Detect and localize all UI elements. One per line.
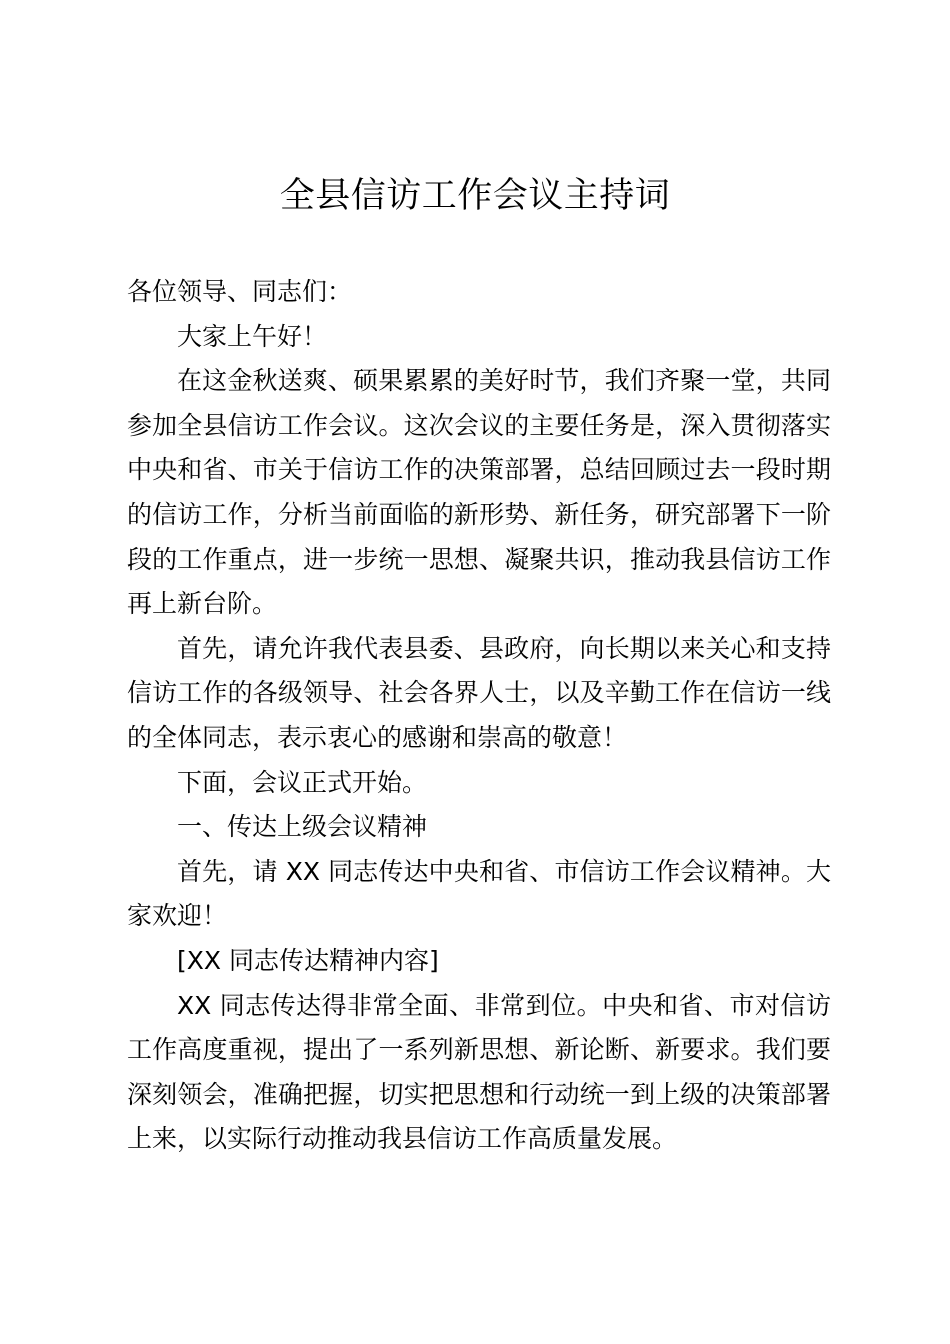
section-heading: 一、传达上级会议精神 — [177, 812, 428, 842]
paragraph-placeholder: [XX 同志传达精神内容] — [177, 945, 439, 975]
paragraph-summary: XX 同志传达得非常全面、非常到位。中央和省、市对信访工作高度重视，提出了一系列新思想、新论断、新要求。我们要深刻领会，准确把握，切实把思想和行动统一到上级的决策部署上来，以实际行动推动我县信访工作高质量发展。 — [127, 990, 831, 1154]
document-body — [127, 270, 831, 1162]
paragraph-greeting: 大家上午好！ — [177, 321, 328, 351]
paragraph-start: 下面，会议正式开始。 — [177, 767, 428, 797]
paragraph-invite: 首先，请 XX 同志传达中央和省、市信访工作会议精神。大家欢迎！ — [127, 856, 831, 931]
document-title: 全县信访工作会议主持词 — [279, 176, 671, 216]
paragraph-opening: 在这金秋送爽、硕果累累的美好时节，我们齐聚一堂，共同参加全县信访工作会议。这次会议的主要任务是，深入贯彻落实中央和省、市关于信访工作的决策部署，总结回顾过去一段时期的信访工作，分析当前面临的新形势、新任务，研究部署下一阶段的工作重点，进一步统一思想、凝聚共识，推动我县信访工作再上新台阶。 — [127, 366, 831, 619]
paragraph-thanks: 首先，请允许我代表县委、县政府，向长期以来关心和支持信访工作的各级领导、社会各界人士，以及辛勤工作在信访一线的全体同志，表示衷心的感谢和崇高的敬意！ — [127, 633, 831, 752]
salutation: 各位领导、同志们： — [127, 277, 353, 306]
